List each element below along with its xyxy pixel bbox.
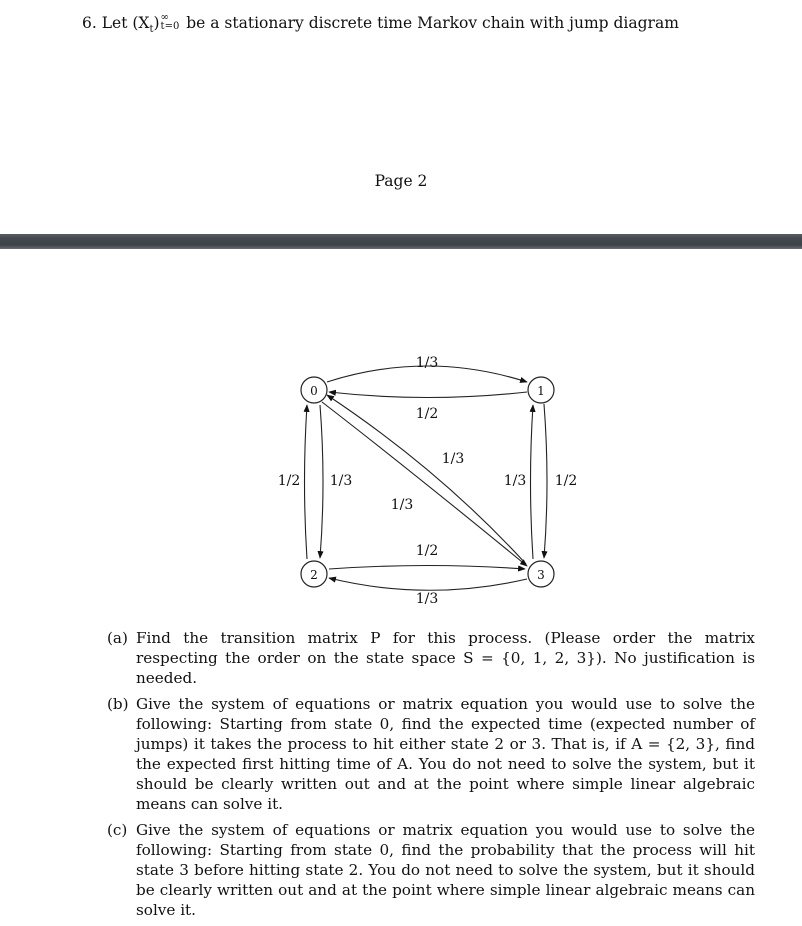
part-b xyxy=(107,694,755,814)
edge-3-0-label: 1/3 xyxy=(441,451,465,467)
part-b-label: (b) xyxy=(107,695,129,713)
edge-3-2-label: 1/3 xyxy=(415,591,439,607)
edge-1-3 xyxy=(544,404,547,558)
problem-number: 6. xyxy=(82,14,97,32)
question-parts xyxy=(107,628,755,926)
problem-statement xyxy=(82,14,679,35)
part-a xyxy=(107,628,755,688)
edge-0-1-label: 1/3 xyxy=(415,355,439,371)
edge-1-0 xyxy=(329,392,527,398)
part-c-label: (c) xyxy=(107,821,128,839)
problem-intro-sup: ∞ xyxy=(160,12,169,23)
node-1-label: 1 xyxy=(537,384,545,398)
edge-3-1-label: 1/3 xyxy=(503,473,527,489)
problem-intro-sub: t xyxy=(149,24,154,36)
part-a-label: (a) xyxy=(107,629,128,647)
page-1-bottom xyxy=(0,0,802,234)
part-a-text: Find the transition matrix P for this process. (Please order the matrix respecting the order on the state space S = {0, 1, 2, 3}). No justification is needed. xyxy=(136,629,755,687)
edge-2-0 xyxy=(305,405,308,559)
node-2-label: 2 xyxy=(310,568,318,582)
node-0-label: 0 xyxy=(310,384,318,398)
edge-0-3 xyxy=(322,402,527,566)
edge-1-0-label: 1/2 xyxy=(415,406,439,422)
part-b-text: Give the system of equations or matrix equation you would use to solve the following: Starting from state 0, find the expected time (expected number of jumps) it takes the process to hit either state 2 or 3. That is, if A = {2, 3}, find the expected first hitting time of A. You do not need to solve the system, but it should be clearly written out and at the point where simple linear algebraic means can solve it. xyxy=(136,695,755,813)
edge-2-3-label: 1/2 xyxy=(415,543,439,559)
page-number: Page 2 xyxy=(374,172,428,190)
edge-0-2 xyxy=(320,405,323,558)
node-3-label: 3 xyxy=(537,568,545,582)
edge-2-0-label: 1/2 xyxy=(277,473,301,489)
edge-2-3 xyxy=(329,566,525,570)
part-c-text: Give the system of equations or matrix equation you would use to solve the following: Starting from state 0, find the probability that the process will hit state 3 before hitting state 2. You do not need to solve the system, but it should be clearly written out and at the point where simple linear algebraic means can solve it. xyxy=(136,821,755,919)
problem-intro-pre: Let (X xyxy=(101,14,150,32)
part-c xyxy=(107,820,755,920)
edge-3-1 xyxy=(531,405,534,559)
jump-diagram xyxy=(0,249,802,619)
edge-0-3-label: 1/3 xyxy=(390,497,414,513)
problem-intro-mid: ) xyxy=(153,14,160,32)
problem-intro-post: be a stationary discrete time Markov chain with jump diagram xyxy=(181,14,679,32)
edge-3-2 xyxy=(329,578,527,590)
edge-1-3-label: 1/2 xyxy=(554,473,578,489)
problem-intro-lower: t=0 xyxy=(160,21,180,32)
page-separator xyxy=(0,234,802,249)
problem-intro-limits xyxy=(161,13,180,31)
edge-0-2-label: 1/3 xyxy=(329,473,353,489)
